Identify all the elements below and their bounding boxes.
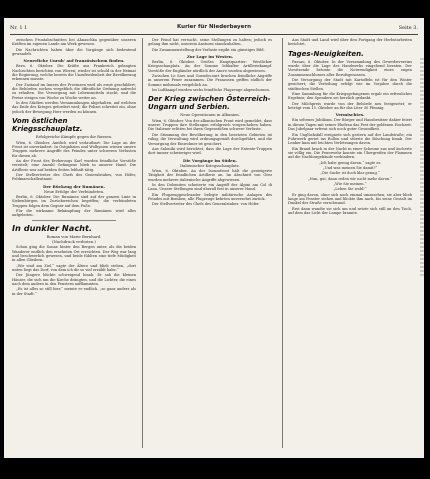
col1-section3-subheading: Neue Erfolge der Verbündeten. bbox=[43, 188, 105, 194]
col2-section2-subheading: Neue Operationen in Albanien. bbox=[180, 112, 240, 118]
col3-closing-paragraph: Erst dann wandte sie sich um und setzte sich still an den Tisch, auf dem das Licht der Lampe brannte. bbox=[288, 206, 412, 215]
col3-dialog-line: „Ich habe genug davon,“ sagte er. bbox=[319, 160, 381, 165]
column-2 bbox=[148, 38, 272, 450]
column-divider-1 bbox=[142, 38, 143, 448]
column-1 bbox=[12, 38, 136, 450]
col3-section1-paragraph: Der Milchpreis wurde von der Behörde neu festgesetzt; er beträgt vom 15. Oktober an für das Liter 30 Pfennig. bbox=[288, 101, 412, 111]
col1-section2-headline: Vom östlichen Kriegsschauplatz. bbox=[12, 117, 83, 134]
col1-section1-heading: Neuerliche Unruh' auf französischem Boden. bbox=[23, 58, 125, 64]
serial-novel-title: In dunkler Nacht. bbox=[12, 222, 93, 233]
col3-section1-paragraph: Passau, 6. Oktober. In der Versammlung des Gewerbevereins wurde über die Lage des Handwerks eingehend beraten. Der Vorsitzende betonte die Notwendigkeit eines engen Zusammenschlusses aller Berufsgenossen. bbox=[288, 59, 412, 77]
page-number-right: Seite 3. bbox=[398, 25, 418, 31]
newspaper-page bbox=[4, 18, 424, 458]
adjacent-page-edge bbox=[420, 58, 424, 278]
col3-dialog-line: „Die Sache ist doch klar genug.“ bbox=[320, 171, 380, 176]
col2-section3-paragraph: Ein Flugzeuggeschwader belegte militärische Anlagen des Feindes mit Bomben; alle Flugzeuge kehrten unversehrt zurück. bbox=[148, 192, 272, 201]
col1-section3-heading: Der Rückzug der Rumänen. bbox=[43, 183, 105, 189]
serial-novel-author: Roman von Marie Bernhard. bbox=[46, 233, 102, 239]
col3-dialog-line: „Leben Sie wohl!“ bbox=[333, 187, 367, 192]
serial-novel-paragraph: „Es ist alles so still hier,“ meinte er endlich, „so ganz anders als in der Stadt.“ bbox=[12, 287, 136, 296]
serial-novel-note: (Nachdruck verboten.) bbox=[52, 239, 96, 244]
col2-section3-paragraph: Wien, 6. Oktober. An der Isonzofront hält die gesteigerte Tätigkeit der feindlichen Artillerie an. Im Abschnitt von Görz wurden mehrere italienische Angriffe abgewiesen. bbox=[148, 168, 272, 182]
col2-section3-paragraph: In den Dolomiten scheiterte ein Angriff der Alpini am Col di Lana. Unsere Stellungen sind überall fest in unserer Hand. bbox=[148, 182, 272, 192]
serial-novel-paragraph: Schon ging die Sonne hinter den Bergen unter, als die beiden Wanderer endlich den ersehnten Ort erreichten. Der Weg war lang und beschwerlich gewesen, und beide fühlten eine tiefe Müdigkeit in allen Gliedern. bbox=[12, 245, 136, 263]
col1-section2-paragraph: An der Front des Erzherzogs Karl wurden feindliche Vorstöße vereitelt; eine Anzahl Gefangene blieb in unserer Hand. Die Artillerie war auf beiden Seiten lebhaft tätig. bbox=[12, 158, 136, 172]
column-divider-2 bbox=[282, 38, 283, 448]
col3-dialog-line: „Wie Sie meinen.“ bbox=[333, 181, 367, 186]
col2-section3-subheading: Italienischer Kriegsschauplatz. bbox=[180, 162, 240, 168]
col3-section1-paragraph: Die Versorgung der Stadt mit Kartoffeln ist für den Winter gesichert; die Verteilung erfolgt wie im Vorjahre durch die städtischen Stellen. bbox=[288, 78, 412, 91]
col1-section1-paragraph: In den Städten werden Versammlungen abgehalten, auf welchen das Ende des Krieges gefordert wird; die Polizei schreitet ein, ohne jedoch der Bewegung Herr werden zu können. bbox=[12, 101, 136, 114]
col2-intro-paragraph: Der Feind hat versucht, seine Stellungen zu halten; jedoch es gelang ihm nicht, unserem Ansturm standzuhalten. bbox=[148, 38, 272, 47]
serial-novel-paragraph: Der Jüngere blickte schweigend hinab. Er sah die kleinen Häuser, die sich um die Kirche drängten, und die Lichter, die eines nach dem andern in den Fenstern aufflammten. bbox=[12, 273, 136, 287]
col2-section1-heading: Zur Lage im Westen. bbox=[186, 54, 234, 60]
col1-section2-paragraph: Der Stellvertreter des Chefs des Generalstabes, von Höfer, Feldmarschalleutnant. bbox=[12, 172, 136, 182]
col1-separator bbox=[32, 220, 116, 221]
column-3 bbox=[288, 38, 412, 450]
header-rule bbox=[10, 34, 418, 35]
col1-section2-subheading: Erfolgreiche Kämpfe gegen die Russen. bbox=[35, 134, 113, 140]
col1-section1-paragraph: Der Zustand im Innern der Provinzen wird als ernst geschildert; die Behörden suchen vergeblich die öffentliche Ordnung aufrecht zu erhalten. Die Versorgung mit Lebensmitteln stockt, und die Preise steigen von Woche zu Woche weiter an. bbox=[12, 82, 136, 100]
col3-section1-paragraph: Eine Sammlung für die Kriegsgefangenen ergab ein erfreuliches Ergebnis; den Spendern sei herzlich gedankt. bbox=[288, 92, 412, 101]
col3-dialog-line: „Nun, gut, dann reden wir nicht mehr davon.“ bbox=[307, 176, 393, 181]
col3-section2-paragraph: Ein Brand brach in der Nacht in einer Scheune aus und äscherte sie völlig ein. Die Feuerwehr konnte ein Übergreifen der Flammen auf die Nachbargebäude verhindern. bbox=[288, 146, 412, 160]
col3-section2-heading: Vermischtes. bbox=[335, 112, 365, 118]
col3-section1-headline: Tages-Neuigkeiten. bbox=[288, 49, 364, 58]
col1-section2-paragraph: Wien, 6. Oktober. Amtlich wird verlautbart: Die Lage an der Front ist unverändert. In Ostgalizien und Wolhynien wiesen unsere Truppen mehrere Angriffe des Feindes unter schweren Verlusten für diesen ab. bbox=[12, 140, 136, 158]
col3-dialog-line: „Und was meinen Sie damit?“ bbox=[322, 165, 378, 170]
col2-section2-paragraph: Aus Saloniki wird berichtet, dass die Lage der Entente-Truppen dort immer schwieriger wird. bbox=[148, 146, 272, 156]
col3-section2-paragraph: Ein Unglücksfall ereignete sich gestern auf der Landstraße; ein Fuhrwerk geriet ins Rollen und stürzte die Böschung hinab. Der Lenker kam mit leichten Verletzungen davon. bbox=[288, 132, 412, 146]
col2-section3-paragraph: Der Stellvertreter des Chefs des Generalstabes: von Höfer. bbox=[152, 202, 260, 207]
serial-novel-paragraph: „Wir sind am Ziel,“ sagte der Ältere und blieb stehen, „dort unten liegt das Dorf, von dem ich dir so viel erzählt habe.“ bbox=[12, 263, 136, 273]
col2-section2-headline: Der Krieg zwischen Österreich-Ungarn und Serbien. bbox=[148, 95, 271, 112]
col1-intro-paragraph: zwischen Frontabschnitten bei Ahnaschka gegenüber unseren Kräften im eigenen Lande am Werk gewesen. bbox=[12, 38, 136, 47]
col2-intro-paragraph: Die Zusammenstellung der Verluste ergibt ein günstiges Bild. bbox=[152, 47, 265, 52]
newspaper-title: Kurier für Niederbayern bbox=[177, 24, 251, 30]
col2-section3-heading: Die Vorgänge im Süden. bbox=[182, 157, 238, 163]
col3-intro-paragraph: Aus Stadt und Land wird über den Fortgang der Herbstarbeiten berichtet. bbox=[288, 38, 412, 47]
col2-section1-paragraph: Im Luftkampf wurden sechs feindliche Flugzeuge abgeschossen. bbox=[152, 88, 270, 93]
col1-section3-paragraph: Berlin, 6. Oktober. Die Rumänen sind auf der ganzen Linie in Siebenbürgen im Zurückweichen begriffen; die verbündeten Truppen folgen dem Gegner auf dem Fuße. bbox=[12, 194, 136, 208]
col1-intro-paragraph: Die Nachrichten haben über die Vorgänge sich bedeutend gewandelt. bbox=[12, 47, 136, 57]
col3-closing-paragraph: Er ging davon, ohne sich noch einmal umzusehen; sie aber blieb lange am Fenster stehen und blickte ihm nach, bis seine Gestalt im Dunkel der Straße verschwand. bbox=[288, 192, 412, 206]
col1-section1-paragraph: Bern, 6. Oktober. Die Kräfte aus Frankreich gelangten Nachrichten berichten von Wirren; wieder ist schuld in der Heimat die Regierung, welche bereits die Unzufriedenheit der Bevölkerung erkennen musste. bbox=[12, 64, 136, 82]
col1-section3-paragraph: Für die wirksame Bekämpfung der Rumänen wird alles aufgeboten. bbox=[12, 208, 136, 218]
col2-section2-paragraph: Wien, 6. Oktober. Von der albanischen Front wird gemeldet, dass unsere Truppen ihre Stellungen erfolgreich vorgeschoben haben. Die Italiener erlitten bei ihren Gegenstößen schwere Verluste. bbox=[148, 118, 272, 132]
col3-section2-paragraph: Ein seltenes Jubiläum. Der Bürger und Hausbesitzer dahier feiert in diesen Tagen mit seiner Ehefrau das Fest der goldenen Hochzeit. Das Jubelpaar erfreut sich noch guter Gesundheit. bbox=[288, 118, 412, 132]
page-number-left: Nr. 1 1 bbox=[10, 25, 28, 31]
col2-section1-paragraph: Zwischen Le Sars und Gueudecourt brachen feindliche Angriffe in unserem Feuer zusammen. Die Franzosen griffen südlich der Somme mehrmals vergeblich an. bbox=[148, 74, 272, 87]
col2-section2-paragraph: Die Stimmung der Bevölkerung in den besetzten Gebieten ist ruhig; die Verwaltung wird ordnungsgemäß durchgeführt, und die Versorgung der Einwohner ist gesichert. bbox=[148, 132, 272, 146]
col2-section1-paragraph: Berlin, 6. Oktober. Großes Hauptquartier: Westlicher Kriegsschauplatz. An der Somme lebhafter Artilleriekampf. Vorstöße der Engländer nördlich der Ancre wurden abgewiesen. bbox=[148, 60, 272, 73]
